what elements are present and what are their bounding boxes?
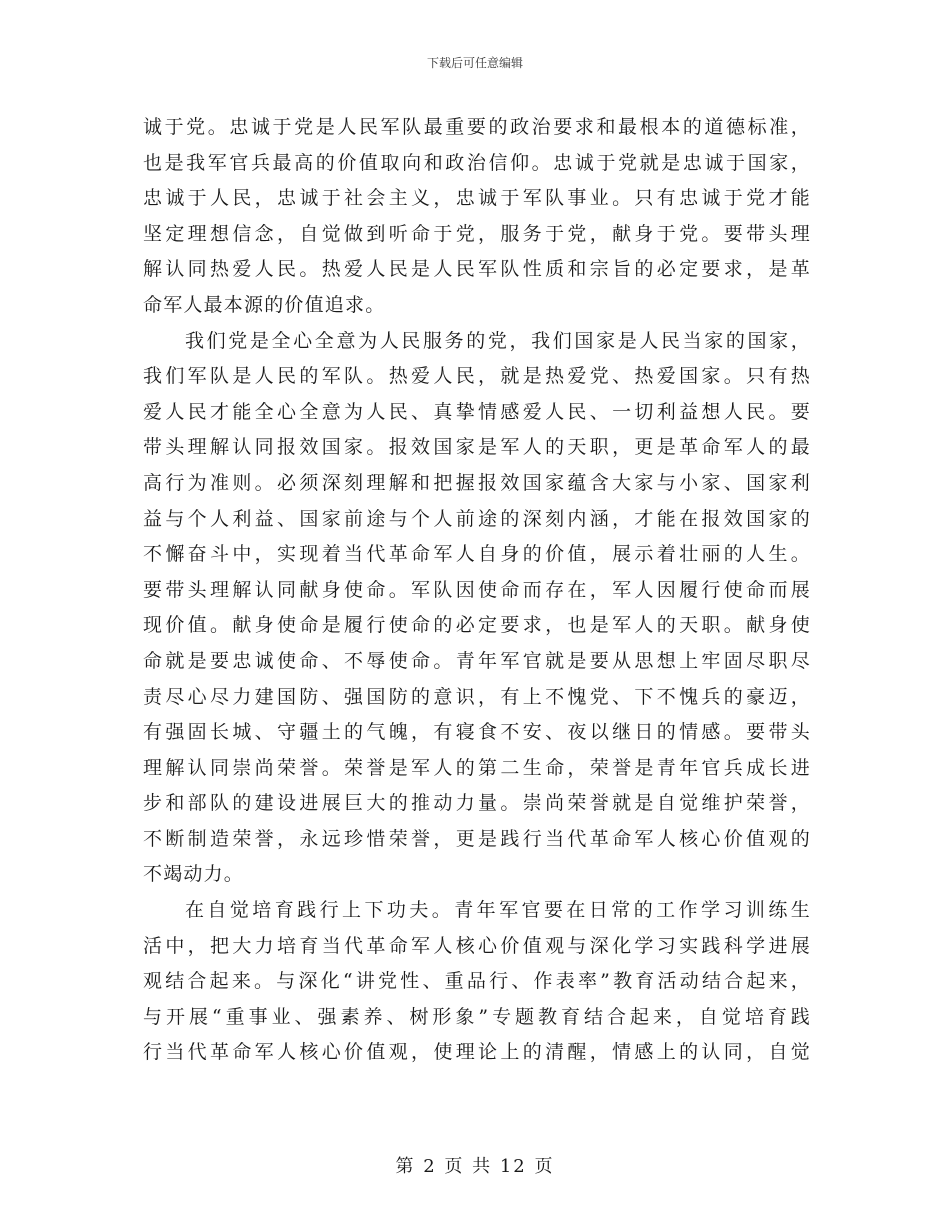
text-line-paragraph-end: 命军人最本源的价值追求。 [143,293,386,316]
text-line: 命就是要忠诚使命、不辱使命。青年军官就是要从思想上牢固尽职尽 [143,649,811,672]
text-line: 益与个人利益、国家前途与个人前途的深刻内涵，才能在报效国家的 [143,507,811,530]
text-line: 活中，把大力培育当代革命军人核心价值观与深化学习实践科学进展 [143,934,811,957]
text-line: 我们军队是人民的军队。热爱人民，就是热爱党、热爱国家。只有热 [143,365,811,388]
text-line: 不断制造荣誉，永远珍惜荣誉，更是践行当代革命军人核心价值观的 [143,827,811,850]
text-line: 爱人民才能全心全意为人民、真挚情感爱人民、一切利益想人民。要 [143,400,811,423]
text-line: 解认同热爱人民。热爱人民是人民军队性质和宗旨的必定要求，是革 [143,258,811,281]
text-line: 也是我军官兵最高的价值取向和政治信仰。忠诚于党就是忠诚于国家， [143,151,811,174]
text-line-paragraph-end: 不竭动力。 [143,863,245,886]
text-line: 坚定理想信念，自觉做到听命于党，服务于党，献身于党。要带头理 [143,222,811,245]
text-line: 责尽心尽力建国防、强国防的意识，有上不愧党、下不愧兵的豪迈， [143,685,811,708]
text-line: 不懈奋斗中，实现着当代革命军人自身的价值，展示着壮丽的人生。 [143,543,811,566]
text-line: 步和部队的建设进展巨大的推动力量。崇尚荣誉就是自觉维护荣誉， [143,792,811,815]
text-line: 观结合起来。与深化“讲党性、重品行、作表率”教育活动结合起来， [143,970,811,993]
text-line: 诚于党。忠诚于党是人民军队最重要的政治要求和最根本的道德标准， [143,116,811,138]
text-line: 现价值。献身使命是履行使命的必定要求，也是军人的天职。献身使 [143,614,811,637]
document-body [143,110,811,1071]
text-line-paragraph-start: 在自觉培育践行上下功夫。青年军官要在日常的工作学习训练生 [185,899,811,922]
text-line: 行当代革命军人核心价值观，使理论上的清醒，情感上的认同，自觉 [143,1041,811,1064]
text-line: 有强固长城、守疆土的气魄，有寝食不安、夜以继日的情感。要带头 [143,721,811,744]
page-number-footer: 第 2 页 共 12 页 [395,1156,555,1177]
text-line: 理解认同崇尚荣誉。荣誉是军人的第二生命，荣誉是青年官兵成长进 [143,756,811,779]
text-line: 高行为准则。必须深刻理解和把握报效国家蕴含大家与小家、国家利 [143,471,811,494]
text-line-paragraph-start: 我们党是全心全意为人民服务的党，我们国家是人民当家的国家， [185,329,811,352]
text-line: 与开展“重事业、强素养、树形象”专题教育结合起来，自觉培育践 [143,1005,811,1028]
text-line: 带头理解认同报效国家。报效国家是军人的天职，更是革命军人的最 [143,436,811,459]
text-line: 忠诚于人民，忠诚于社会主义，忠诚于军队事业。只有忠诚于党才能 [143,187,811,210]
text-line: 要带头理解认同献身使命。军队因使命而存在，军人因履行使命而展 [143,578,811,601]
page-header: 下载后可任意编辑 [426,56,523,70]
